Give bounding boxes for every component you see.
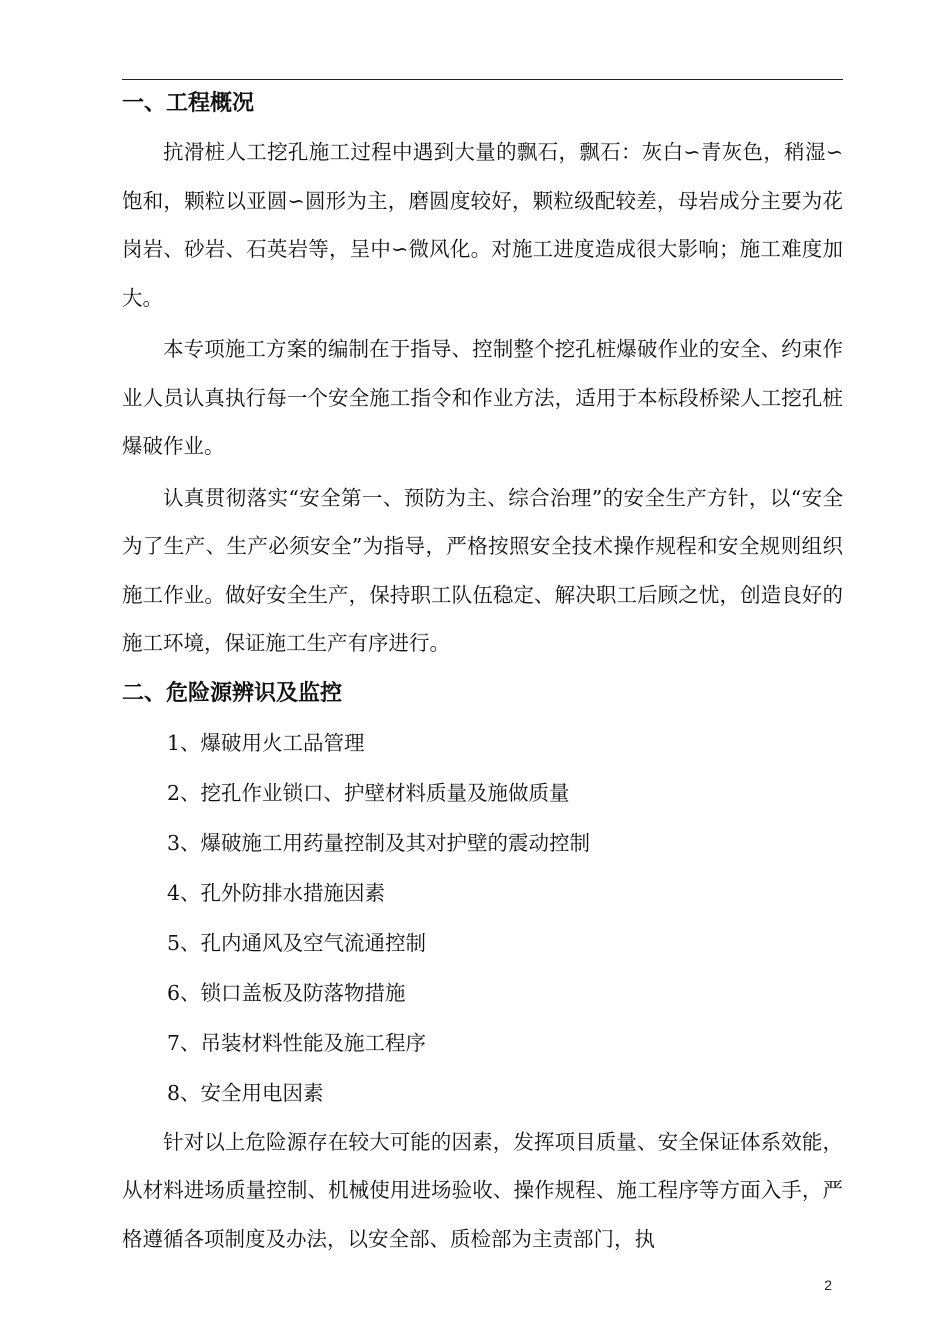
- section-2-heading: 二、危险源辨识及监控: [122, 679, 343, 706]
- list-item: 4、孔外防排水措施因素: [167, 880, 386, 905]
- list-item: 3、爆破施工用药量控制及其对护壁的震动控制: [167, 830, 591, 855]
- section-1-paragraph-2: 本专项施工方案的编制在于指导、控制整个挖孔桩爆破作业的安全、约束作业人员认真执行每一个安全施工指令和作业方法，适用于本标段桥梁人工挖孔桩爆破作业。: [122, 337, 843, 458]
- page-number: 2: [824, 1277, 832, 1293]
- list-item: 1、爆破用火工品管理: [167, 730, 365, 755]
- list-item: 5、孔内通风及空气流通控制: [167, 930, 427, 955]
- list-item: 2、挖孔作业锁口、护壁材料质量及施做质量: [167, 780, 570, 805]
- section-2-closing-paragraph: 针对以上危险源存在较大可能的因素，发挥项目质量、安全保证体系效能，从材料进场质量控制、机械使用进场验收、操作规程、施工程序等方面入手，严格遵循各项制度及办法，以安全部、质检部为主责部门，执: [122, 1129, 843, 1251]
- section-1-heading: 一、工程概况: [122, 90, 255, 116]
- list-item: 6、锁口盖板及防落物措施: [167, 980, 406, 1005]
- list-item: 8、安全用电因素: [167, 1080, 324, 1105]
- document-body: [122, 78, 843, 1263]
- section-1-paragraph-1: 抗滑桩人工挖孔施工过程中遇到大量的飘石，飘石：灰白∽青灰色，稍湿∽饱和，颗粒以亚圆∽圆形为主，磨圆度较好，颗粒级配较差，母岩成分主要为花岗岩、砂岩、石英岩等，呈中∽微风化。对施工进度造成很大影响；施工难度加大。: [122, 140, 843, 310]
- hazard-list: [122, 718, 843, 1118]
- section-1-paragraph-3: 认真贯彻落实“安全第一、预防为主、综合治理”的安全生产方针，以“安全为了生产、生产必须安全”为指导，严格按照安全技术操作规程和安全规则组织施工作业。做好安全生产，保持职工队伍稳定、解决职工后顾之忧，创造良好的施工环境，保证施工生产有序进行。: [122, 485, 843, 655]
- list-item: 7、吊装材料性能及施工程序: [167, 1030, 427, 1055]
